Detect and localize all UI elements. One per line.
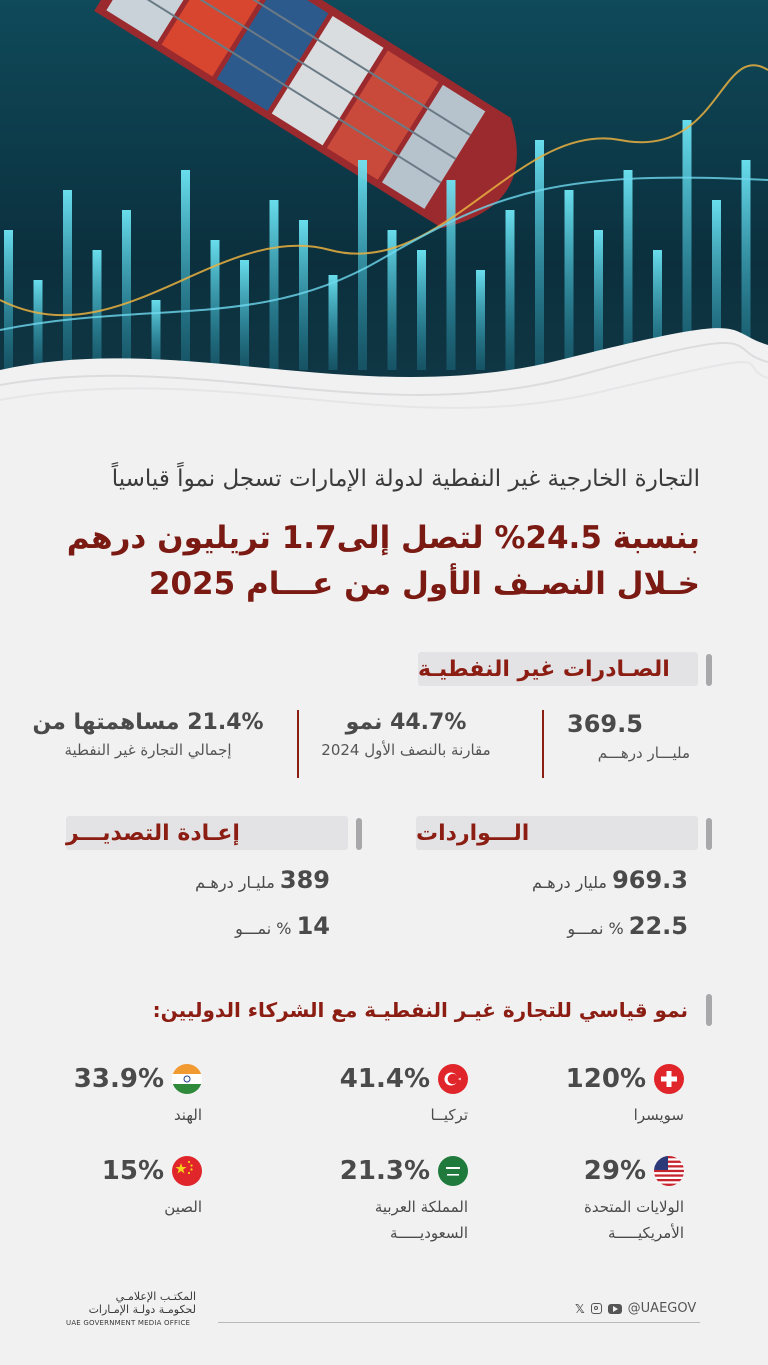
imports-growth: 22.5 [628, 912, 688, 940]
partner-switzerland [484, 1064, 684, 1128]
hero-bar [624, 170, 633, 370]
reexports-value-row [195, 866, 330, 894]
partner-china [2, 1156, 202, 1220]
stat-divider [542, 710, 544, 778]
hero-bar [417, 250, 426, 370]
imports-growth-unit: % نمـــو [567, 919, 624, 938]
switzerland-flag-icon [654, 1064, 684, 1094]
hero-bar [34, 280, 43, 370]
section-marker [356, 818, 362, 850]
imports-growth-row [567, 912, 688, 940]
logo-line-3: UAE GOVERNMENT MEDIA OFFICE [66, 1319, 191, 1327]
imports-section-title: الـــواردات [416, 816, 698, 850]
hero-bar [299, 220, 308, 370]
media-office-logo [66, 1290, 196, 1329]
headline-line-2: بنسبة 24.5% لتصل إلى1.7 تريليون درهم [66, 520, 700, 556]
hero-bar [535, 140, 544, 370]
exports-value-stat [520, 710, 690, 762]
imports-value: 969.3 [612, 866, 688, 894]
social-handles [575, 1301, 696, 1316]
partner-pct: 15% [101, 1156, 164, 1186]
partner-name: الولايات المتحدة الأمريكيـــــة [583, 1198, 684, 1242]
hero-bar [240, 260, 249, 370]
partner-name: تركيــا [430, 1106, 468, 1124]
exports-growth-note: مقارنة بالنصف الأول 2024 [321, 741, 491, 759]
reexports-value-unit: مليـار درهـم [195, 873, 275, 892]
youtube-icon[interactable] [608, 1304, 622, 1314]
imports-value-row [532, 866, 688, 894]
saudi-flag-icon [438, 1156, 468, 1186]
hero-bar [476, 270, 485, 370]
hero-bar [270, 200, 279, 370]
hero-bar [594, 230, 603, 370]
partner-pct: 120% [565, 1064, 646, 1094]
exports-value-unit: مليـــار درهـــم [597, 744, 690, 762]
footer-divider [218, 1322, 700, 1323]
logo-line-2: لحكومـة دولـة الإمـارات [88, 1303, 196, 1316]
headline-line-3: خـلال النصـف الأول من عـــام 2025 [148, 566, 700, 602]
turkey-flag-icon [438, 1064, 468, 1094]
partner-saudi-arabia [268, 1156, 468, 1246]
partner-pct: 29% [583, 1156, 646, 1186]
hero-bar [4, 230, 13, 370]
headline-line-1: التجارة الخارجية غير النفطية لدولة الإمارات تسجل نمواً قياسياً [111, 466, 700, 492]
hero-bar [211, 240, 220, 370]
imports-value-unit: مليار درهـم [531, 873, 607, 892]
hero-bar [329, 275, 338, 370]
partner-usa [484, 1156, 684, 1246]
partner-turkey [268, 1064, 468, 1128]
exports-share-note: إجمالي التجارة غير النفطية [64, 741, 232, 759]
hero-bar [181, 170, 190, 370]
exports-growth-stat [296, 710, 516, 759]
partner-name: الصين [164, 1198, 202, 1216]
exports-share-stat [28, 710, 268, 759]
section-marker [706, 654, 712, 686]
reexports-growth: 14 [296, 912, 330, 940]
partner-pct: 21.3% [339, 1156, 430, 1186]
social-handle[interactable]: @UAEGOV [627, 1301, 697, 1316]
partner-name: سويسرا [633, 1106, 684, 1124]
reexports-growth-unit: % نمـــو [235, 919, 292, 938]
logo-line-1: المكتـب الإعلامـي [115, 1290, 196, 1303]
india-flag-icon [172, 1064, 202, 1094]
exports-growth: 44.7% نمو [345, 710, 467, 735]
partner-india [2, 1064, 202, 1128]
hero-bar [63, 190, 72, 370]
partners-section-title: نمو قياسي للتجارة غيـر النفطيـة مع الشركاء الدوليين: [152, 998, 688, 1022]
section-marker [706, 818, 712, 850]
reexports-section-title: إعـادة التصديـــر [66, 816, 348, 850]
exports-section-title: الصـادرات غير النفطيـة [418, 652, 698, 686]
china-flag-icon [172, 1156, 202, 1186]
partner-pct: 33.9% [73, 1064, 164, 1094]
stat-divider [297, 710, 299, 778]
reexports-growth-row [235, 912, 330, 940]
partner-pct: 41.4% [339, 1064, 430, 1094]
exports-value: 369.5 [567, 710, 643, 738]
reexports-value: 389 [279, 866, 330, 894]
hero-bar [506, 210, 515, 370]
instagram-icon[interactable] [591, 1303, 602, 1314]
usa-flag-icon [654, 1156, 684, 1186]
hero-bar [122, 210, 131, 370]
hero-cargo-ship-image [0, 0, 768, 440]
hero-bar [358, 160, 367, 370]
hero-bar [447, 180, 456, 370]
hero-bar [565, 190, 574, 370]
section-marker [706, 994, 712, 1026]
partner-name: الهند [173, 1106, 202, 1124]
partner-name: المملكة العربية السعوديـــــة [374, 1198, 468, 1242]
exports-share: 21.4% مساهمتها من [32, 710, 264, 735]
x-icon[interactable]: 𝕏 [575, 1301, 585, 1316]
